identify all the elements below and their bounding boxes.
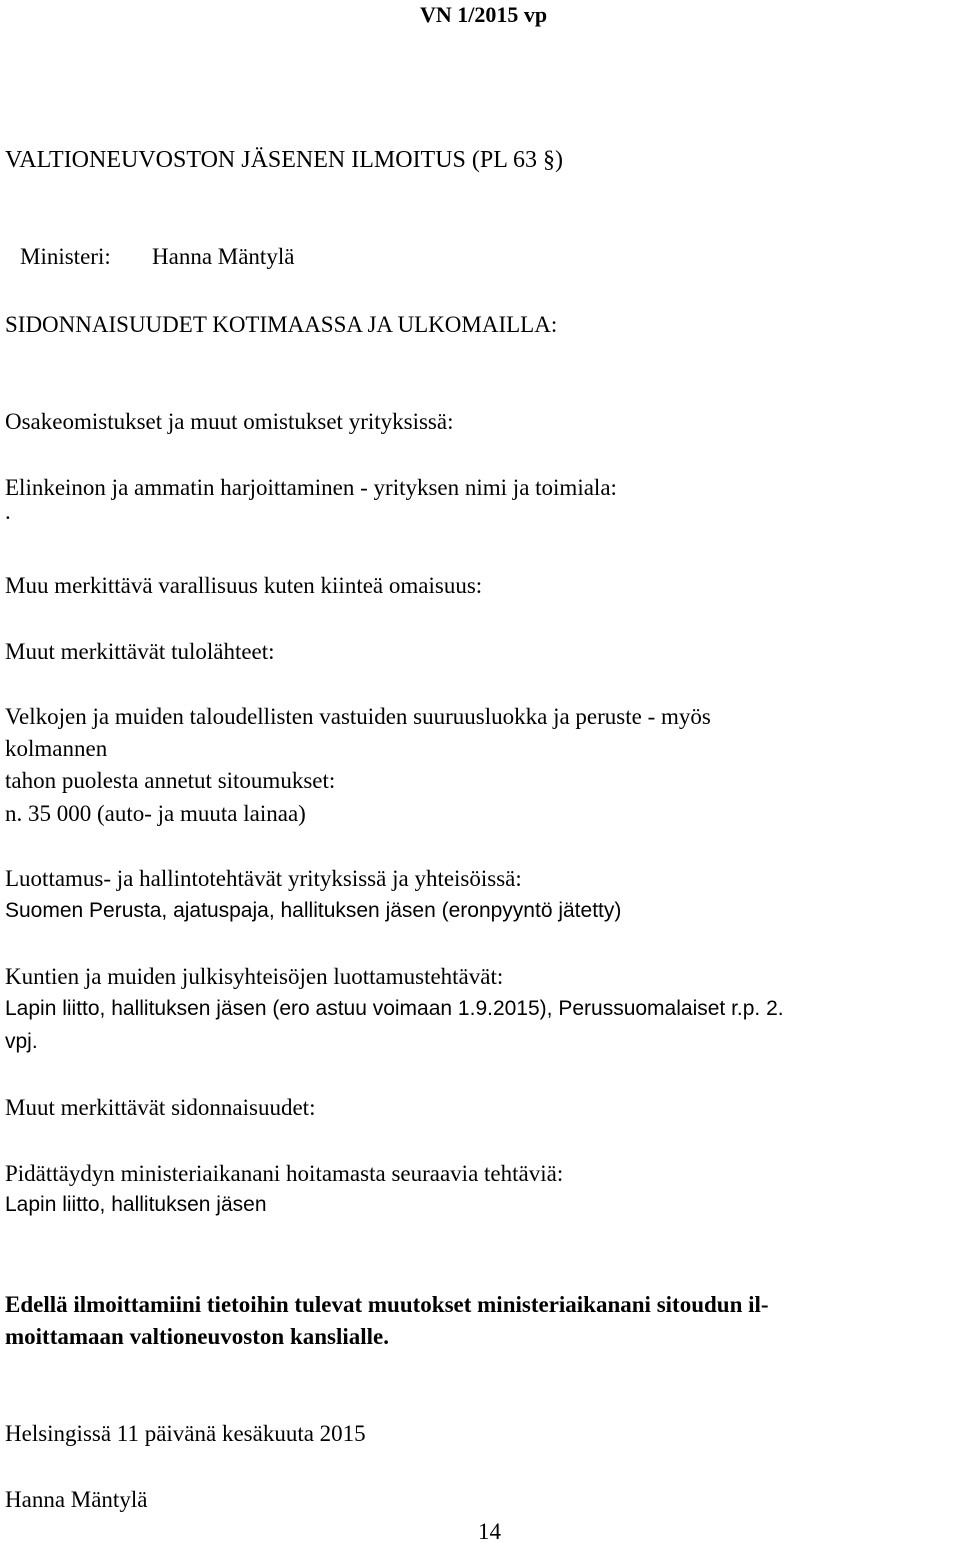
section-velat-line1: Velkojen ja muiden taloudellisten vastuiden suuruusluokka ja peruste - myös xyxy=(5,704,711,729)
section-velat-line3: tahon puolesta annetut sitoumukset: xyxy=(5,768,336,793)
section-osakeomistukset: Osakeomistukset ja muut omistukset yrityksissä: xyxy=(5,409,454,434)
section-pidattaydyn: Pidättäydyn ministeriaikanani hoitamasta seuraavia tehtäviä: xyxy=(5,1161,564,1186)
section-kuntien: Kuntien ja muiden julkisyhteisöjen luottamustehtävät: xyxy=(5,964,504,989)
document-id: VN 1/2015 vp xyxy=(420,2,548,27)
kuntien-value-line2: vpj. xyxy=(5,1030,38,1053)
minister-name: Hanna Mäntylä xyxy=(152,244,295,269)
section-velat-line2: kolmannen xyxy=(5,736,108,761)
velat-value: n. 35 000 (auto- ja muuta lainaa) xyxy=(5,801,306,826)
pidattaydyn-value: Lapin liitto, hallituksen jäsen xyxy=(5,1193,267,1216)
kuntien-value-line1: Lapin liitto, hallituksen jäsen (ero astuu voimaan 1.9.2015), Perussuomalaiset r.p. 2. xyxy=(5,997,784,1020)
commitment-line2: moittamaan valtioneuvoston kanslialle. xyxy=(5,1324,390,1349)
page-number: 14 xyxy=(478,1519,501,1544)
section-sidonnaisuudet: SIDONNAISUUDET KOTIMAASSA JA ULKOMAILLA: xyxy=(5,312,558,337)
section-elinkeino: Elinkeinon ja ammatin harjoittaminen - yrityksen nimi ja toimiala: xyxy=(5,475,617,500)
signature-place-date: Helsingissä 11 päivänä kesäkuuta 2015 xyxy=(5,1421,366,1446)
section-tulolahteet: Muut merkittävät tulolähteet: xyxy=(5,639,275,664)
signature-name: Hanna Mäntylä xyxy=(5,1487,148,1512)
commitment-line1: Edellä ilmoittamiini tietoihin tulevat muutokset ministeriaikanani sitoudun il- xyxy=(5,1292,769,1317)
section-muut-sidonnaisuudet: Muut merkittävät sidonnaisuudet: xyxy=(5,1095,316,1120)
section-varallisuus: Muu merkittävä varallisuus kuten kiinteä omaisuus: xyxy=(5,573,483,598)
luottamus-value: Suomen Perusta, ajatuspaja, hallituksen jäsen (eronpyyntö jätetty) xyxy=(5,899,622,922)
elinkeino-value: . xyxy=(5,499,11,524)
minister-label: Ministeri: xyxy=(20,244,111,269)
section-luottamus: Luottamus- ja hallintotehtävät yrityksissä ja yhteisöissä: xyxy=(5,866,522,891)
page-title: VALTIONEUVOSTON JÄSENEN ILMOITUS (PL 63 §) xyxy=(5,147,563,173)
